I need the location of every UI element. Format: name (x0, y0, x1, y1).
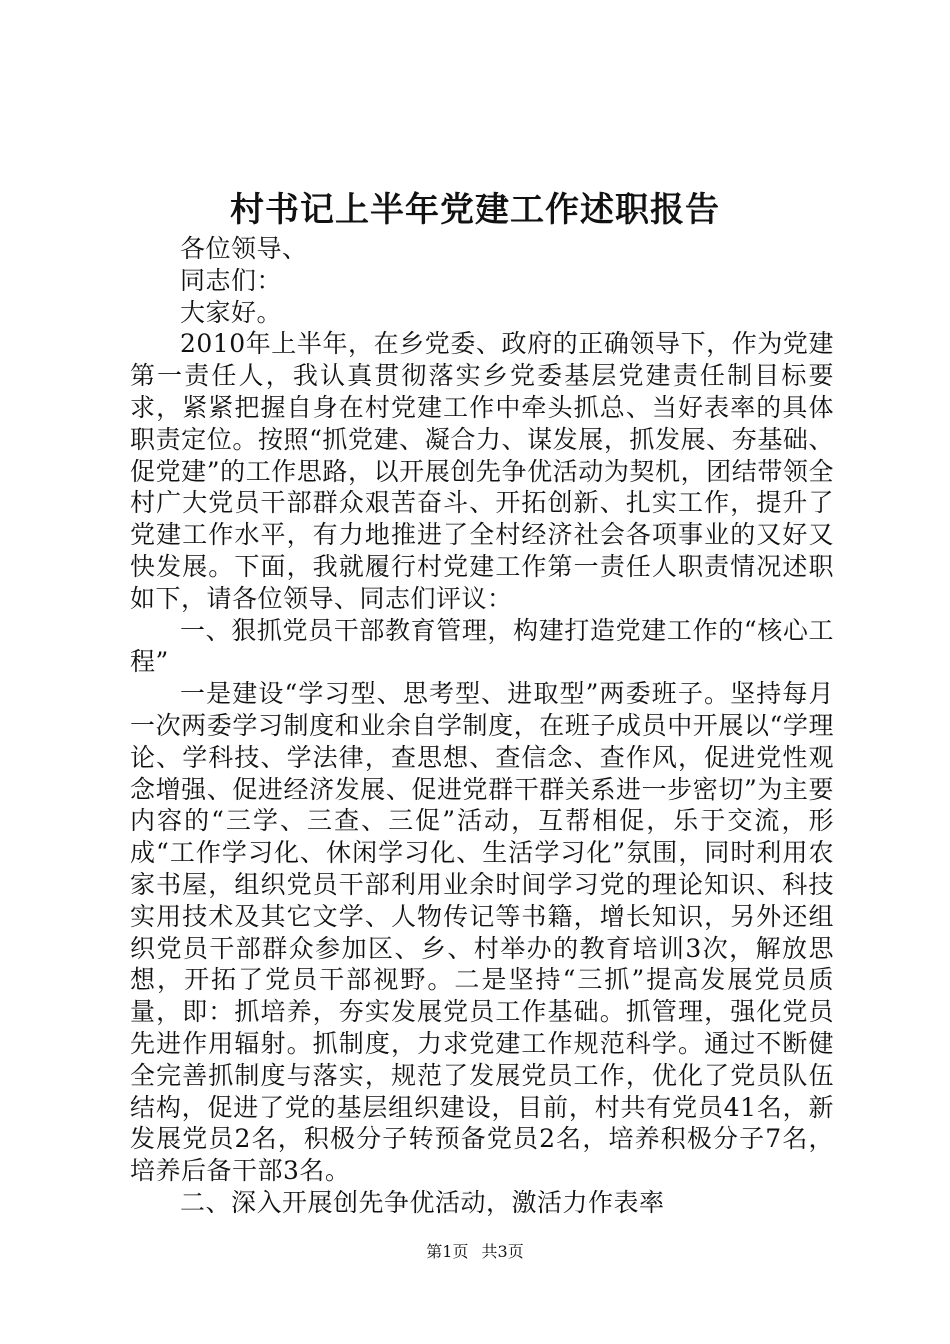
document-body (130, 233, 834, 1219)
salutation-comrades: 同志们： (180, 265, 283, 295)
section-heading-2: 二、深入开展创先争优活动，激活力作表率 (180, 1187, 665, 1217)
section-heading-1: 一、狠抓党员干部教育管理，构建打造党建工作的“核心工程” (130, 615, 834, 677)
intro-paragraph: 2010年上半年，在乡党委、政府的正确领导下，作为党建第一责任人，我认真贯彻落实乡党委基层党建责任制目标要求，紧紧把握自身在村党建工作中牵头抓总、当好表率的具体职责定位。按照“抓党建、凝合力、谋发展，抓发展、夯基础、促党建”的工作思路，以开展创先争优活动为契机，团结带领全村广大党员干部群众艰苦奋斗、开拓创新、扎实工作，提升了党建工作水平，有力地推进了全村经济社会各项事业的又好又快发展。下面，我就履行村党建工作第一责任人职责情况述职如下，请各位领导、同志们评议： (130, 329, 834, 613)
document-title: 村书记上半年党建工作述职报告 (230, 190, 720, 230)
salutation-leaders: 各位领导、 (180, 234, 308, 263)
section-1-body: 一是建设“学习型、思考型、进取型”两委班子。坚持每月一次两委学习制度和业余自学制度，在班子成员中开展以“学理论、学科技、学法律，查思想、查信念、查作风，促进党性观念增强、促进经济发展、促进党群干群关系进一步密切”为主要内容的“三学、三查、三促”活动，互帮相促，乐于交流，形成“工作学习化、休闲学习化、生活学习化”氛围，同时利用农家书屋，组织党员干部利用业余时间学习党的理论知识、科技实用技术及其它文学、人物传记等书籍，增长知识，另外还组织党员干部群众参加区、乡、村举办的教育培训3次，解放思想，开拓了党员干部视野。二是坚持“三抓”提高发展党员质量，即：抓培养，夯实发展党员工作基础。抓管理，强化党员先进作用辐射。抓制度，力求党建工作规范科学。通过不断健全完善抓制度与落实，规范了发展党员工作，优化了党员队伍结构，促进了党的基层组织建设，目前，村共有党员41名，新发展党员2名，积极分子转预备党员2名，培养积极分子7名，培养后备干部3名。 (130, 679, 834, 1186)
greeting: 大家好。 (180, 297, 283, 327)
page-number: 第1页 (426, 1242, 469, 1261)
page-total: 共3页 (481, 1242, 524, 1261)
page-footer (0, 1240, 950, 1264)
